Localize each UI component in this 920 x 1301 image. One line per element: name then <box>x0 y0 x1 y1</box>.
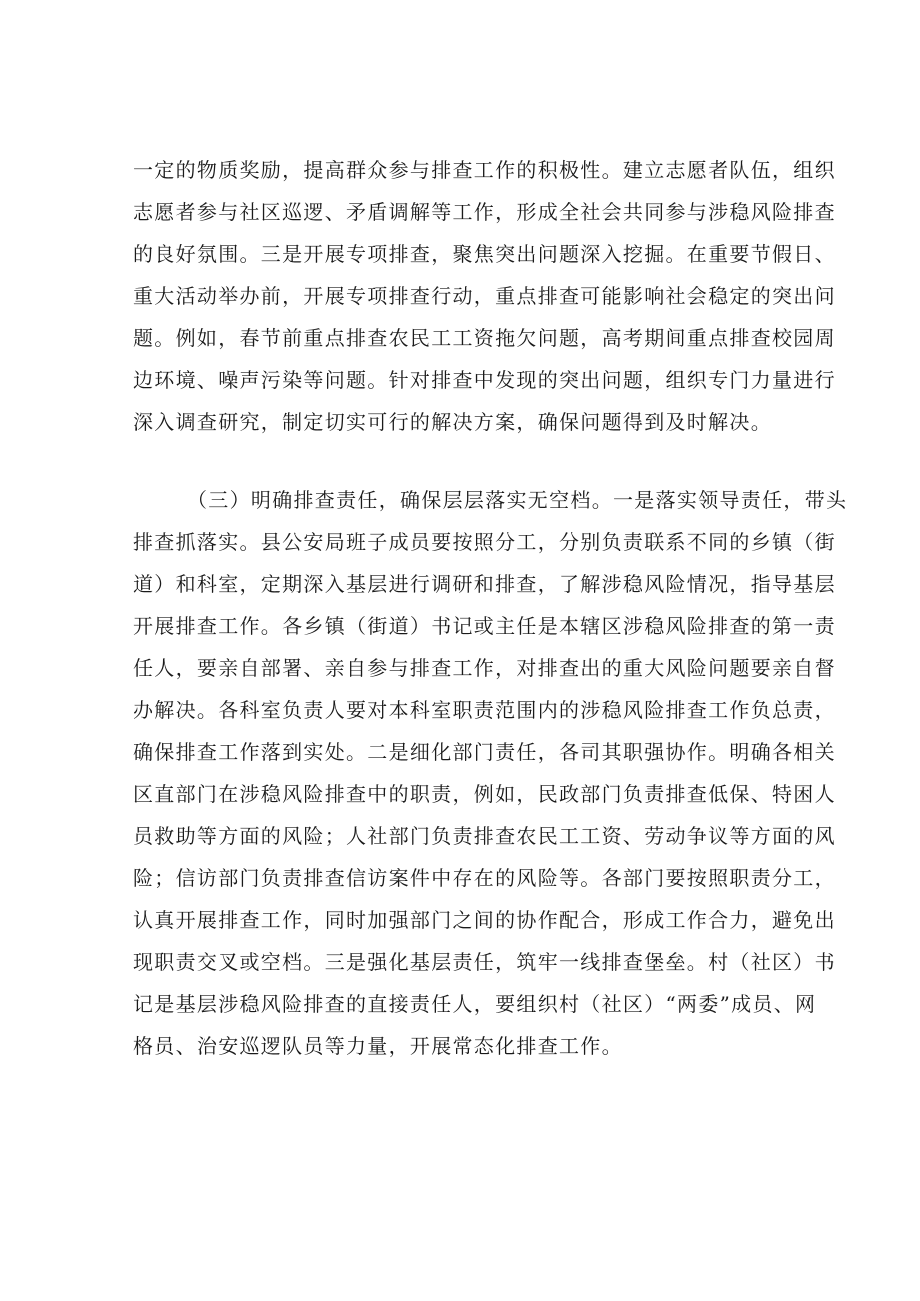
text-line: 深入调查研究，制定切实可行的解决方案，确保问题得到及时解决。 <box>133 410 772 434</box>
text-line: 现职责交叉或空档。三是强化基层责任，筑牢一线排查堡垒。村（社区）书 <box>133 950 836 974</box>
text-line: 重大活动举办前，开展专项排查行动，重点排查可能影响社会稳定的突出问 <box>133 284 836 308</box>
text-line: 任人，要亲自部署、亲自参与排查工作，对排查出的重大风险问题要亲自督 <box>133 656 836 680</box>
text-line: 区直部门在涉稳风险排查中的职责，例如，民政部门负责排查低保、特困人 <box>133 782 836 806</box>
text-line: 记是基层涉稳风险排查的直接责任人，要组织村（社区）“两委”成员、网 <box>133 992 817 1016</box>
text-line: 志愿者参与社区巡逻、矛盾调解等工作，形成全社会共同参与涉稳风险排查 <box>133 200 836 224</box>
text-line: 的良好氛围。三是开展专项排查，聚焦突出问题深入挖掘。在重要节假日、 <box>133 242 836 266</box>
text-line: 格员、治安巡逻队员等力量，开展常态化排查工作。 <box>133 1034 623 1058</box>
text-line: 认真开展排查工作，同时加强部门之间的协作配合，形成工作合力，避免出 <box>133 908 836 932</box>
text-line: 道）和科室，定期深入基层进行调研和排查，了解涉稳风险情况，指导基层 <box>133 572 836 596</box>
text-line: 员救助等方面的风险；人社部门负责排查农民工工资、劳动争议等方面的风 <box>133 824 836 848</box>
text-line: 确保排查工作落到实处。二是细化部门责任，各司其职强协作。明确各相关 <box>133 740 836 764</box>
text-line: 排查抓落实。县公安局班子成员要按照分工，分别负责联系不同的乡镇（街 <box>133 530 836 554</box>
text-line: 边环境、噪声污染等问题。针对排查中发现的突出问题，组织专门力量进行 <box>133 368 836 392</box>
text-line: 开展排查工作。各乡镇（街道）书记或主任是本辖区涉稳风险排查的第一责 <box>133 614 836 638</box>
text-line: 一定的物质奖励，提高群众参与排查工作的积极性。建立志愿者队伍，组织 <box>133 158 836 182</box>
text-line: 办解决。各科室负责人要对本科室职责范围内的涉稳风险排查工作负总责， <box>133 698 836 722</box>
text-line: （三）明确排查责任，确保层层落实无空档。一是落实领导责任，带头 <box>187 488 848 512</box>
text-line: 题。例如，春节前重点排查农民工工资拖欠问题，高考期间重点排查校园周 <box>133 326 836 350</box>
text-line: 险；信访部门负责排查信访案件中存在的风险等。各部门要按照职责分工， <box>133 866 836 890</box>
